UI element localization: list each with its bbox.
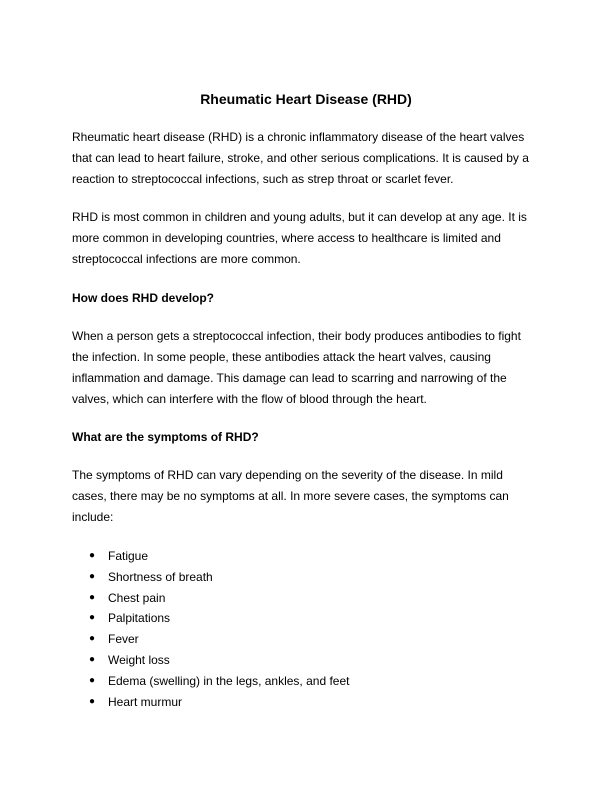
bullet-icon: ● [89, 633, 96, 645]
text-line: streptococcal infections are more common. [72, 252, 301, 266]
list-item-text: Heart murmur [108, 694, 183, 709]
section-heading-development: How does RHD develop? [72, 291, 215, 305]
development-paragraph [72, 326, 552, 410]
bullet-icon: ● [89, 653, 96, 665]
text-line: that can lead to heart failure, stroke, and other serious complications. It is caused by a [72, 151, 529, 165]
bullet-icon: ● [89, 695, 96, 707]
list-item [72, 608, 349, 629]
list-item-text: Chest pain [108, 590, 166, 605]
bullet-icon: ● [89, 674, 96, 686]
text-line: When a person gets a streptococcal infection, their body produces antibodies to fight [72, 329, 521, 343]
section-heading-symptoms: What are the symptoms of RHD? [72, 430, 259, 444]
list-item [72, 546, 349, 567]
text-line: reaction to streptococcal infections, such as strep throat or scarlet fever. [72, 172, 454, 186]
text-line: Rheumatic heart disease (RHD) is a chronic inflammatory disease of the heart valves [72, 130, 525, 144]
bullet-icon: ● [89, 550, 96, 561]
bullet-icon: ● [89, 570, 96, 582]
list-item [72, 588, 349, 609]
prevalence-paragraph [72, 207, 552, 270]
bullet-icon: ● [89, 591, 96, 603]
list-item-text: Weight loss [108, 652, 170, 667]
list-item-text: Fever [108, 632, 139, 647]
list-item-text: Fatigue [108, 549, 149, 563]
text-line: inflammation and damage. This damage can lead to scarring and narrowing of the [72, 371, 507, 385]
intro-paragraph [72, 127, 552, 190]
text-line: valves, which can interfere with the flow of blood through the heart. [72, 392, 427, 406]
text-line: RHD is most common in children and young adults, but it can develop at any age. It is [72, 210, 527, 224]
text-line: the infection. In some people, these antibodies attack the heart valves, causing [72, 350, 491, 364]
page-title: Rheumatic Heart Disease (RHD) [200, 91, 412, 107]
list-item [72, 692, 349, 713]
list-item [72, 671, 349, 692]
symptoms-paragraph [72, 465, 552, 528]
list-item [72, 629, 349, 650]
text-line: more common in developing countries, where access to healthcare is limited and [72, 231, 501, 245]
list-item [72, 567, 349, 588]
bullet-icon: ● [89, 612, 96, 624]
text-line: cases, there may be no symptoms at all. In more severe cases, the symptoms can [72, 489, 509, 503]
text-line: include: [72, 510, 114, 524]
list-item [72, 650, 349, 671]
list-item-text: Palpitations [108, 611, 171, 626]
list-item-text: Edema (swelling) in the legs, ankles, and feet [108, 673, 350, 688]
list-item-text: Shortness of breath [108, 569, 213, 584]
symptoms-list [72, 546, 349, 712]
text-line: The symptoms of RHD can vary depending on the severity of the disease. In mild [72, 468, 503, 482]
